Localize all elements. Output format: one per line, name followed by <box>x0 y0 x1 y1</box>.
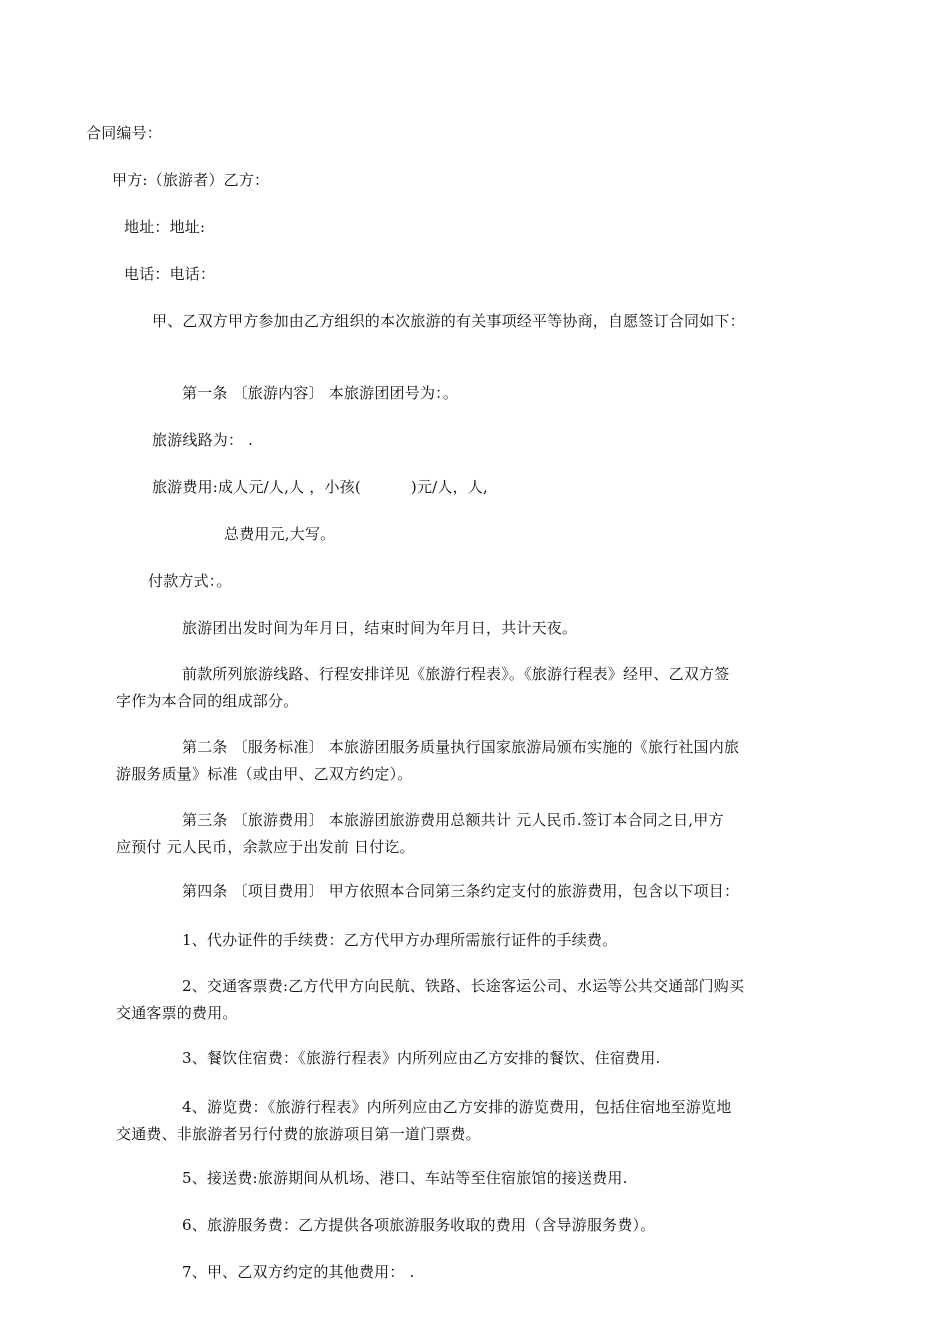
article-4: 第四条 〔项目费用〕 甲方依照本合同第三条约定支付的旅游费用，包含以下项目： <box>182 882 740 900</box>
address-line: 地址：地址: <box>124 218 206 236</box>
article-2-line-1: 第二条 〔服务标准〕 本旅游团服务质量执行国家旅游局颁布实施的《旅行社国内旅 <box>182 738 740 756</box>
article-2-line-2: 游服务质量》标准（或由甲、乙双方约定）。 <box>116 765 413 783</box>
article-3-line-1: 第三条 〔旅游费用〕 本旅游团旅游费用总额共计 元人民币.签订本合同之日,甲方 <box>182 811 724 829</box>
fee-prefix: 旅游费用:成人元/人,人 ，小孩( <box>152 478 361 496</box>
item-2-line-1: 2、交通客票费:乙方代甲方向民航、铁路、长途客运公司、水运等公共交通部门购买 <box>182 977 745 995</box>
item-4-line-1: 4、游览费：《旅游行程表》内所列应由乙方安排的游览费用，包括住宿地至游览地 <box>182 1098 732 1116</box>
item-7: 7、甲、乙双方约定的其他费用： . <box>182 1263 415 1281</box>
item-4 <box>116 1094 731 1148</box>
article-3 <box>116 807 724 861</box>
item-3: 3、餐饮住宿费：《旅游行程表》内所列应由乙方安排的餐饮、住宿费用. <box>182 1049 661 1067</box>
article-3-line-2: 应预付 元人民币，余款应于出发前 日付讫。 <box>116 838 415 856</box>
schedule-line: 旅游团出发时间为年月日，结束时间为年月日，共计天夜。 <box>182 619 578 637</box>
item-1: 1、代办证件的手续费：乙方代甲方办理所需旅行证件的手续费。 <box>182 931 618 949</box>
itinerary-paragraph <box>116 661 729 715</box>
total-line: 总费用元,大写。 <box>224 525 336 543</box>
article-2 <box>116 734 739 788</box>
intro-paragraph: 甲、乙双方甲方参加由乙方组织的本次旅游的有关事项经平等协商，自愿签订合同如下： <box>152 312 745 330</box>
fee-suffix: )元/人，人, <box>410 478 488 496</box>
item-5: 5、接送费:旅游期间从机场、港口、车站等至住宿旅馆的接送费用. <box>182 1169 628 1187</box>
item-4-line-2: 交通费、非旅游者另行付费的旅游项目第一道门票费。 <box>116 1125 481 1143</box>
article-1: 第一条 〔旅游内容〕 本旅游团团号为：。 <box>182 384 459 402</box>
itinerary-line-2: 字作为本合同的组成部分。 <box>116 692 299 710</box>
item-2 <box>116 973 744 1027</box>
party-line: 甲方:（旅游者）乙方： <box>112 171 270 189</box>
contract-number-label: 合同编号： <box>86 124 163 142</box>
route-line: 旅游线路为： . <box>152 431 254 449</box>
phone-line: 电话：电话： <box>124 265 216 283</box>
fee-line <box>152 476 488 498</box>
payment-line: 付款方式：。 <box>148 572 232 590</box>
item-2-line-2: 交通客票的费用。 <box>116 1004 238 1022</box>
itinerary-line-1: 前款所列旅游线路、行程安排详见《旅游行程表》。《旅游行程表》经甲、乙双方签 <box>182 665 730 683</box>
item-6: 6、旅游服务费：乙方提供各项旅游服务收取的费用（含导游服务费）。 <box>182 1216 656 1234</box>
